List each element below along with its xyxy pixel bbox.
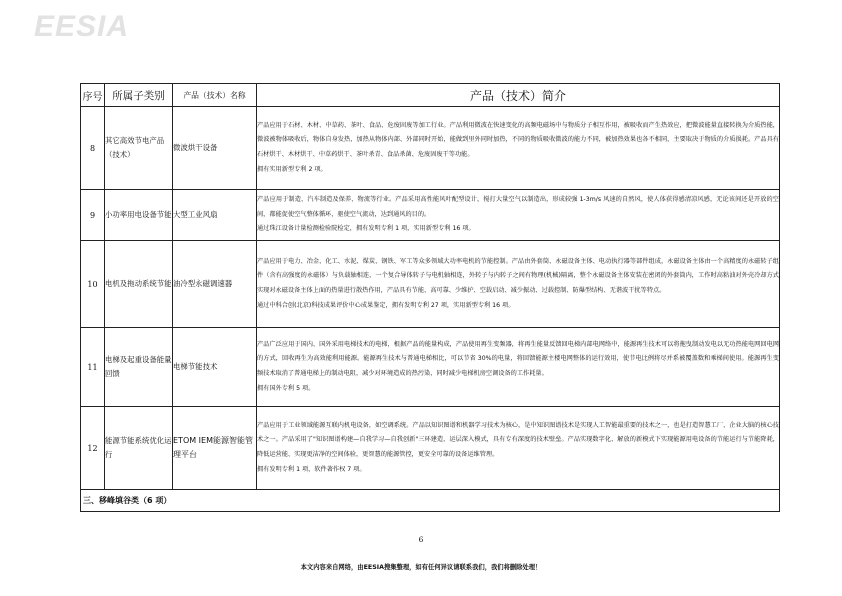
intro-paragraph: 产品广泛应用于国内、国外采用电梯技术的电梯，根据产品的能量构成，产品使用再生变频器，将再生能量反馈回电梯内部电网络中，能源再生技术可以将拖曳制动发电以无功热能电网回电网的方式，回收再生为高效能利用能源。能源再生技术与普通电梯相比，可以节省 30%的电量，将回馈能源主楼电网整体的运行效用，使节电比例将尽并系被覆盖数和乘梯间使用。能源再生变频技术取消了普通电梯上的制动电阻，减少对环境造成的热污染，同时减少电梯机房空调设备的工作耗量。 [257,340,779,377]
intro-credentials: 拥有国外专利 5 项。 [257,384,315,392]
header-product-name: 产品（技术）名称 [173,84,257,107]
row-product: 大型工业风扇 [173,190,257,241]
row-product: ETOM IEM能源智能管理平台 [173,407,257,490]
table-row [81,407,780,490]
row-intro [257,328,780,407]
row-number: 12 [81,407,105,490]
intro-paragraph: 产品应用于石材、木材、中草药、茶叶、食品、危废固废等加工行业。产品利用微波在快速变化的高频电磁场中与物质分子相互作用，被吸收而产生热效应，把微波能量直接转换为介质热能，微波被物体吸收后，物体自身发热，加热从物体内部、外部同时开始，能做到里外同时加热，不同的物质吸收微波的能力不同，被加热效果也各不相同，主要取决于物质的介质损耗。产品具有石材烘干、木材烘干、中草药烘干、茶叶杀青、食品杀菌、危废固废干等功能。 [257,121,779,158]
intro-paragraph: 产品应用于制造、汽车制造及保养、物流等行业。产品采用高性能风叶配型设计，搅打大量空气以制造出，形成较强 1-3m/s 风速的自然风，使人体获得感清凉风感，无论该间还是开放的空间，都能促使空气整体循环，驱使空气流动，达到通风的目的。 [257,196,779,218]
row-intro [257,241,780,328]
row-intro [257,190,780,241]
page-number: 6 [418,535,424,544]
table-row [81,107,780,190]
row-product: 电梯节能技术 [173,328,257,407]
row-category: 电机及拖动系统节能 [105,241,173,328]
row-number: 11 [81,328,105,407]
table-header-row [81,84,780,107]
row-category: 其它高效节电产品（技术） [105,107,173,190]
section-row [81,490,780,512]
header-product-intro: 产品（技术）简介 [257,84,780,107]
footer-disclaimer: 本文内容来自网络，由EESIA搜集整理，如有任何异议请联系我们，我们将删除处理！ [300,564,542,571]
table-row [81,328,780,407]
table-row [81,190,780,241]
intro-paragraph: 产品应用于工业领域能源互联内机电设备，如空调系统。产品以知识图谱和机器学习技术为核心，是中知识图谱技术是实现人工智能最重要的技术之一，也是打造智慧工厂、企业大脑的核心技术之一。产品采用了"知识图谱构建—自我学习—自我创新"三环建造、运层深入模式，具有专有深度的技术壁垒。产品实现数字化、解放的新模式下实现能源用电设备的节能运行与节能降耗，降低运营能、实现更洁净的空间体验，更智慧的能源管控，更安全可靠的设备运维管理。 [257,421,779,458]
header-category: 所属子类别 [105,84,173,107]
header-serial: 序号 [81,84,105,107]
eesia-logo: EESIA [34,10,130,43]
row-category: 能源节能系统优化运行 [105,407,173,490]
intro-credentials: 通过珠江设备计量检测检验院检定，拥有发明专利 1 项，实用新型专利 16 项。 [257,225,475,233]
row-product: 微波烘干设备 [173,107,257,190]
row-intro [257,407,780,490]
intro-credentials: 拥有实用新型专利 2 项。 [257,165,327,173]
row-number: 9 [81,190,105,241]
row-product: 油冷型永磁调速器 [173,241,257,328]
table-row [81,241,780,328]
row-intro [257,107,780,190]
intro-credentials: 通过中科合创(北京)科技成果评价中心成果鉴定，拥有发明专利 27 项，实用新型专利 16 项。 [257,301,515,309]
row-category: 电梯及起重设备能量回馈 [105,328,173,407]
product-table [80,83,780,512]
row-category: 小功率用电设备节能 [105,190,173,241]
intro-credentials: 拥有发明专利 1 项，软件著作权 7 项。 [257,465,366,473]
section-title: 三、移峰填谷类（6 项） [81,490,780,512]
intro-paragraph: 产品应用于电力、冶金、化工、水泥、煤炭、钢铁、军工等众多领域大功率电机的节能控制。产品由外套筒、永磁设备主体、电动执行器等部件组成，永磁设备主体由一个高精度的永磁转子组件（含有高强度的永磁体）与负载轴相连，一个复合导体转子与电机轴相连，外转子与内转子之间有物理(机械)隔离，整个永磁设备主体安装在密闭的外套筒内，工作时高粘油对外壳冷却方式实现对永磁设备主体上面的热量进行散热作用，产品具有节能、高可靠、少维护、空载启动、减少振动、过载控制、防爆型结构、无谐波干扰等特点。 [257,257,779,294]
row-number: 10 [81,241,105,328]
row-number: 8 [81,107,105,190]
